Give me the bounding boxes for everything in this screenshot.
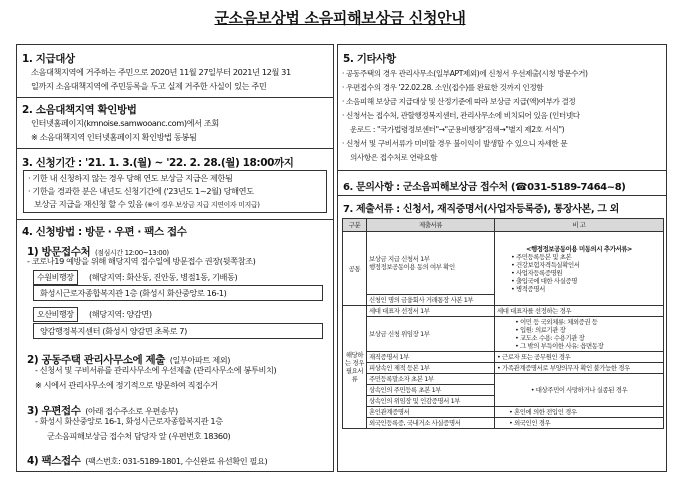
section5-bullet4a: · 신청서는 접수처, 관할행정복지센터, 관리사무소에 비치되어 있음 (인터넷다	[342, 111, 580, 120]
common-docs-cell	[367, 232, 495, 295]
row-label-common: 공통	[343, 232, 367, 306]
list-item: • 병적증명서	[511, 285, 661, 293]
osan-area: (해당지역: 양감면)	[89, 309, 152, 319]
table-row	[343, 374, 664, 385]
special-note-8: • 혼인에 의한 전입인 경우	[495, 407, 664, 418]
suwon-place-box	[33, 285, 323, 301]
special-doc-1: 세대 대표자 선정서 1부	[367, 306, 495, 317]
special-doc-9: 외국인등록증, 국내거소 사실증명서	[367, 418, 495, 429]
covid-note: - 코로나19 예방을 위해 해당지역 접수일에 방문접수 권장(뒷쪽참조)	[27, 256, 256, 266]
section5-bullet4b: 운로드 : "국가법령정보센터"→"군용비행장"검색→"별지 제2호 서식")	[350, 125, 565, 134]
section6-heading: 6. 문의사항 : 군소음피해보상금 접수처 (☎031-5189-7464~8)	[343, 182, 626, 193]
mail-line1: - 화성시 화산중앙로 16-1, 화성시근로자종합복지관 1층	[35, 416, 223, 426]
documents-table	[342, 218, 664, 429]
table-header-note: 비 고	[495, 219, 664, 232]
common-doc-2: 행정정보공동이용 동의 여부 확인	[369, 263, 455, 271]
common-note-title: <행정정보공동이용 미동의시 추가서류>	[526, 244, 632, 253]
section2-line2: ※ 소음대책지역 인터넷홈페이지 확인방법 동봉됨	[31, 132, 197, 142]
suwon-place: 화성시근로자종합복지관 1층 (화성시 화산중앙로 16-1)	[40, 288, 227, 298]
special-note-9: • 외국인인 경우	[495, 418, 664, 429]
list-item: • 교도소 수용: 수용기관 장	[515, 334, 661, 342]
special-note-3: • 근로자 또는 공무원인 경우	[495, 352, 664, 363]
divider	[338, 170, 666, 171]
mail-line2: 군소음피해보상금 접수처 담당자 앞 (우편번호 18360)	[47, 431, 231, 441]
table-row	[343, 363, 664, 374]
section5-bullet2: · 우편접수의 경우 '22.02.28. 소인(접수)를 완료한 것까지 인정함	[342, 83, 544, 92]
special-note-1: 세대 대표자를 선정하는 경우	[495, 306, 664, 317]
fax-heading: 4) 팩스접수 (팩스번호: 031-5189-1801, 수신완료 유선확인 필요)	[27, 455, 268, 467]
common-doc-3: 신청인 명의 금융회사 거래통장 사본 1부	[367, 295, 495, 306]
joint-housing-line2: ※ 시에서 관리사무소에 정기적으로 방문하여 직접수거	[35, 380, 218, 390]
deadline-notice-line3: 보상금 지급을 재신청 할 수 있음 (※이 경우 보상금 지급 지연이자 미지급)	[34, 199, 260, 209]
delegation-note-list	[497, 318, 661, 350]
section4-heading: 4. 신청방법 : 방문 · 우편 · 팩스 접수	[22, 226, 187, 238]
table-row	[343, 352, 664, 363]
section5-bullet1: · 공동주택의 경우 관리사무소(일부APT제외)에 신청서 우선제출(시청 방문수거)	[342, 69, 588, 78]
section1-line2: 일까지 소음대책지역에 주민등록을 두고 실제 거주한 사실이 있는 주민	[31, 81, 267, 91]
table-row	[343, 232, 664, 295]
table-row	[343, 407, 664, 418]
table-header-row	[343, 219, 664, 232]
special-doc-8: 혼인관계증명서	[367, 407, 495, 418]
section1-line1: 소음대책지역에 거주하는 주민으로 2020년 11월 27일부터 2021년 12월 31	[31, 67, 291, 77]
divider	[17, 219, 333, 220]
osan-place: 양감행정복지센터 (화성시 양감면 초록로 7)	[40, 326, 187, 336]
visit-heading: 1) 방문접수처 (점심시간 12:00~13:00)	[27, 246, 169, 258]
osan-airfield-tag: 오산비행장	[33, 307, 78, 322]
joint-housing-line1: - 신청서 및 구비서류를 관리사무소에 우선제출 (관리사무소에 봉투비치)	[35, 365, 277, 375]
list-item: • 입원: 의료기관 장	[515, 326, 661, 334]
special-doc-4: 피상속인 제적 등본 1부	[367, 363, 495, 374]
suwon-area: (해당지역: 화산동, 진안동, 병점1동, 기배동)	[89, 272, 238, 282]
mail-heading: 3) 우편접수 (아래 접수주소로 우편송부)	[27, 405, 178, 417]
special-doc-2: 보상금 신청 위임장 1부	[367, 317, 495, 352]
section5-bullet5b: 의사항은 접수처로 연락요함	[350, 153, 438, 162]
section2-line1: 인터넷홈페이지(kmnoise.samwooanc.com)에서 조회	[31, 118, 219, 128]
special-note-4: • 가족관계증명서로 부양의무자 확인 불가능한 경우	[495, 363, 664, 374]
divider	[17, 148, 333, 149]
special-doc-5: 주민등록말소자 초본 1부	[367, 374, 495, 385]
common-note-list	[497, 253, 661, 293]
right-panel	[337, 44, 667, 472]
list-item: • 주민등록등본 및 초본	[511, 253, 661, 261]
section3-heading: 3. 신청기간 : '21. 1. 3.(월) ~ '22. 2. 28.(월) 18:00까지	[22, 157, 294, 169]
list-item: • 출입국에 대한 사실증명	[511, 277, 661, 285]
special-doc-7: 상속인의 위임장 및 인감증명서 1부	[367, 396, 495, 407]
table-header-type: 구분	[343, 219, 367, 232]
special-doc-6: 상속인의 주민등록 초본 1부	[367, 385, 495, 396]
table-row	[343, 306, 664, 317]
special-note-2	[495, 317, 664, 352]
row-label-special: 해당하는 경우 필요서류	[343, 306, 367, 429]
divider	[338, 195, 666, 196]
special-note-567: • 대상주민이 사망하거나 실종된 경우	[495, 374, 664, 407]
list-item: • 이민 등 국외체류: 체외증권 등	[515, 318, 661, 326]
section1-heading: 1. 지급대상	[22, 53, 75, 65]
list-item: • 사업자등록증명원	[511, 269, 661, 277]
section5-bullet5a: · 신청서 및 구비서류가 미비할 경우 불이익이 발생할 수 있으니 자세한 문	[342, 139, 568, 148]
suwon-airfield-tag: 수원비행장	[33, 270, 78, 285]
list-item: • 그 밖의 부득이한 사유: 읍면동장	[515, 342, 661, 350]
common-doc-1: 보상금 지급 신청서 1부	[369, 255, 430, 263]
table-header-doc: 제출서류	[367, 219, 495, 232]
left-panel	[16, 44, 334, 472]
page-title: 군소음보상법 소음피해보상금 신청안내	[214, 9, 466, 27]
joint-housing-heading: 2) 공동주택 관리사무소에 제출 (일부아파트 제외)	[27, 354, 231, 366]
section7-heading: 7. 제출서류 : 신청서, 재직증명서(사업자등록증), 통장사본, 그 외	[343, 204, 619, 215]
special-doc-3: 재직증명서 1부	[367, 352, 495, 363]
section2-heading: 2. 소음대책지역 확인방법	[22, 104, 137, 116]
osan-place-box	[33, 323, 323, 339]
section5-bullet3: · 소음피해 보상금 지급대상 및 산정기준에 따라 보상금 지급(액)여부가 결정	[342, 97, 576, 106]
deadline-notice-line1: · 기한 내 신청하지 않는 경우 당해 연도 보상금 지급은 제한됨	[28, 173, 233, 183]
divider	[17, 97, 333, 98]
table-row	[343, 317, 664, 352]
common-note-cell	[495, 232, 664, 306]
table-row	[343, 418, 664, 429]
section5-heading: 5. 기타사항	[343, 53, 396, 65]
deadline-notice-box	[23, 170, 327, 213]
list-item: • 건강보험자격득실확인서	[511, 261, 661, 269]
deadline-notice-line2: · 기한을 경과한 분은 내년도 신청기간에 ('23년도 1~2월) 당해연도	[28, 186, 254, 196]
